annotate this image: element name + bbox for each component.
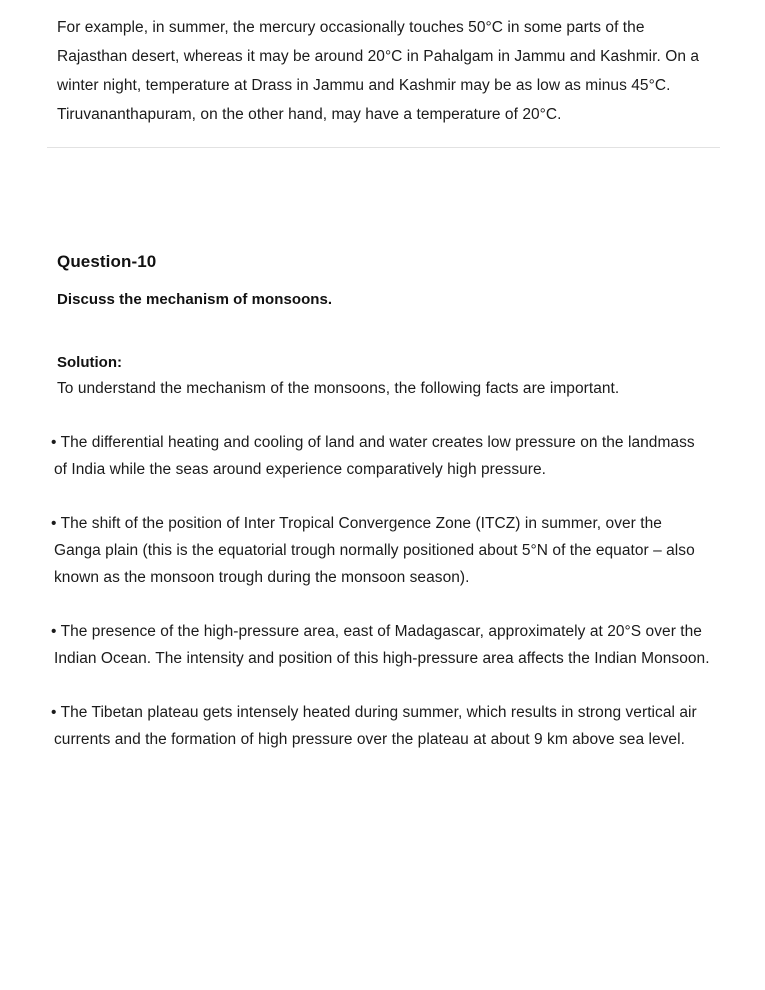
intro-paragraph: For example, in summer, the mercury occasionally touches 50°C in some parts of the Rajasthan desert, whereas it may be around 20°C in Pahalgam in Jammu and Kashmir. On a winter night, temperature at Drass in Jammu and Kashmir may be as low as minus 45°C. Tiruvananthapuram, on the other hand, may have a temperature of 20°C. xyxy=(57,19,700,123)
solution-intro-paragraph: To understand the mechanism of the monsoons, the following facts are important. xyxy=(57,380,620,397)
question-text: Discuss the mechanism of monsoons. xyxy=(57,291,333,308)
solution-label: Solution: xyxy=(57,354,122,371)
list-item xyxy=(51,672,710,753)
section-divider-wrap xyxy=(57,147,710,148)
list-item xyxy=(51,402,710,483)
list-item-text: The Tibetan plateau gets intensely heated during summer, which results in strong vertical air currents and the formation of high pressure over the plateau at about 9 km above sea level. xyxy=(54,704,697,748)
bullet-point-icon: • xyxy=(51,623,61,640)
question-heading: Question-10 xyxy=(57,252,157,271)
bullet-point-icon: • xyxy=(51,434,61,451)
bullet-point-icon: • xyxy=(51,515,61,532)
list-item xyxy=(51,483,710,591)
list-item-text: The differential heating and cooling of land and water creates low pressure on the landmass of India while the seas around experience comparatively high pressure. xyxy=(54,434,695,478)
section-divider xyxy=(47,147,720,148)
list-item xyxy=(51,591,710,672)
bullet-point-icon: • xyxy=(51,704,61,721)
list-item-text: The shift of the position of Inter Tropical Convergence Zone (ITCZ) in summer, over the Ganga plain (this is the equatorial trough normally positioned about 5°N of the equator – also known as the monsoon trough during the monsoon season). xyxy=(54,515,695,586)
list-item-text: The presence of the high-pressure area, east of Madagascar, approximately at 20°S over the Indian Ocean. The intensity and position of this high-pressure area affects the Indian Monsoon. xyxy=(54,623,710,667)
solution-bullet-list xyxy=(51,402,710,753)
question-answer-block xyxy=(51,156,710,753)
